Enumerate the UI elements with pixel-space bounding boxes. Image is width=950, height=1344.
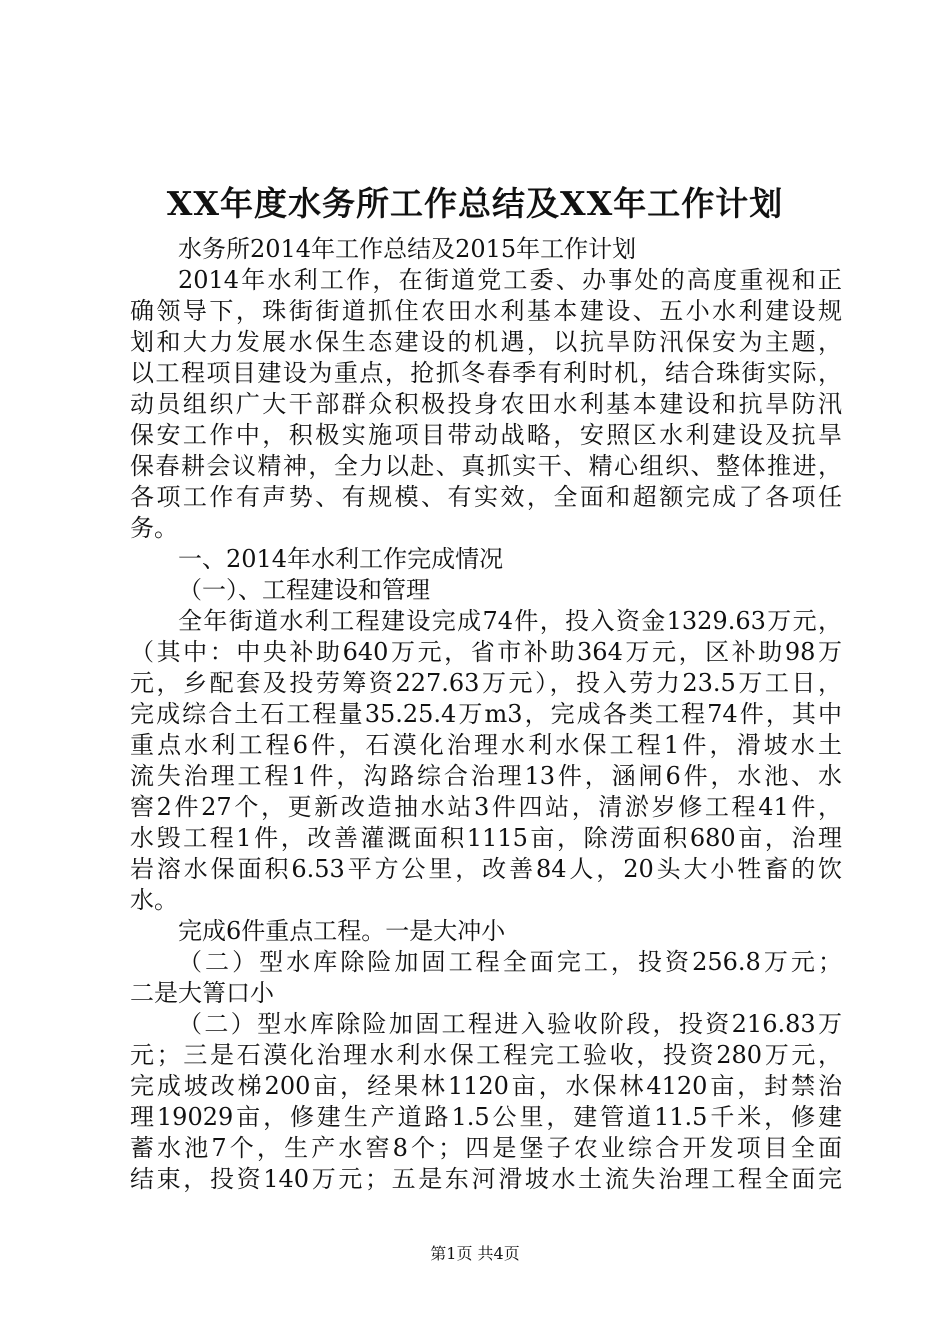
text-line: （二）型水库除险加固工程进入验收阶段，投资216.83万	[178, 1010, 842, 1038]
text-line: 水务所2014年工作总结及2015年工作计划	[178, 235, 637, 263]
text-line: 完成坡改梯200亩，经果林1120亩，水保林4120亩，封禁治	[130, 1072, 842, 1100]
text-line: 划和大力发展水保生态建设的机遇，以抗旱防汛保安为主题，	[130, 328, 842, 356]
document-body	[130, 234, 842, 1195]
text-line: （二）型水库除险加固工程全面完工，投资256.8万元；	[178, 948, 842, 976]
text-line: 蓄水池7个，生产水窖8个；四是堡子农业综合开发项目全面	[130, 1134, 842, 1162]
text-line: （其中：中央补助640万元，省市补助364万元，区补助98万	[130, 638, 842, 666]
text-line: 结束，投资140万元；五是东河滑坡水土流失治理工程全面完	[130, 1165, 842, 1193]
text-line: 完成综合土石工程量35.25.4万m3，完成各类工程74件，其中	[130, 700, 842, 728]
text-line: 务。	[130, 514, 178, 542]
text-line: 重点水利工程6件，石漠化治理水利水保工程1件，滑坡水土	[130, 731, 842, 759]
text-line: 岩溶水保面积6.53平方公里，改善84人，20头大小牲畜的饮	[130, 855, 842, 883]
text-line: 一、2014年水利工作完成情况	[178, 545, 504, 573]
text-line: 水。	[130, 886, 178, 914]
page-footer: 第1页 共4页	[430, 1244, 520, 1263]
text-line: （一）、工程建设和管理	[178, 576, 430, 604]
text-line: 水毁工程1件，改善灌溉面积1115亩，除涝面积680亩，治理	[130, 824, 842, 852]
text-line: 各项工作有声势、有规模、有实效，全面和超额完成了各项任	[130, 483, 842, 511]
text-line: 全年街道水利工程建设完成74件，投入资金1329.63万元，	[178, 607, 842, 635]
text-line: 窖2件27个，更新改造抽水站3件四站，清淤岁修工程41件，	[130, 793, 842, 821]
text-line: 理19029亩，修建生产道路1.5公里，建管道11.5千米，修建	[130, 1103, 842, 1131]
text-line: 二是大箐口小	[130, 979, 274, 1007]
text-line: 保春耕会议精神，全力以赴、真抓实干、精心组织、整体推进，	[130, 452, 842, 480]
text-line: 确领导下，珠街街道抓住农田水利基本建设、五小水利建设规	[130, 297, 842, 325]
text-line: 保安工作中，积极实施项目带动战略，安照区水利建设及抗旱	[130, 421, 842, 449]
text-line: 流失治理工程1件，沟路综合治理13件，涵闸6件，水池、水	[130, 762, 842, 790]
text-line: 完成6件重点工程。一是大冲小	[178, 917, 506, 945]
text-line: 以工程项目建设为重点，抢抓冬春季有利时机，结合珠街实际，	[130, 359, 842, 387]
text-line: 动员组织广大干部群众积极投身农田水利基本建设和抗旱防汛	[130, 390, 842, 418]
text-line: 元；三是石漠化治理水利水保工程完工验收，投资280万元，	[130, 1041, 842, 1069]
document-title: XX年度水务所工作总结及XX年工作计划	[166, 184, 784, 223]
text-line: 2014年水利工作，在街道党工委、办事处的高度重视和正	[178, 266, 842, 294]
text-line: 元，乡配套及投劳筹资227.63万元），投入劳力23.5万工日，	[130, 669, 842, 697]
